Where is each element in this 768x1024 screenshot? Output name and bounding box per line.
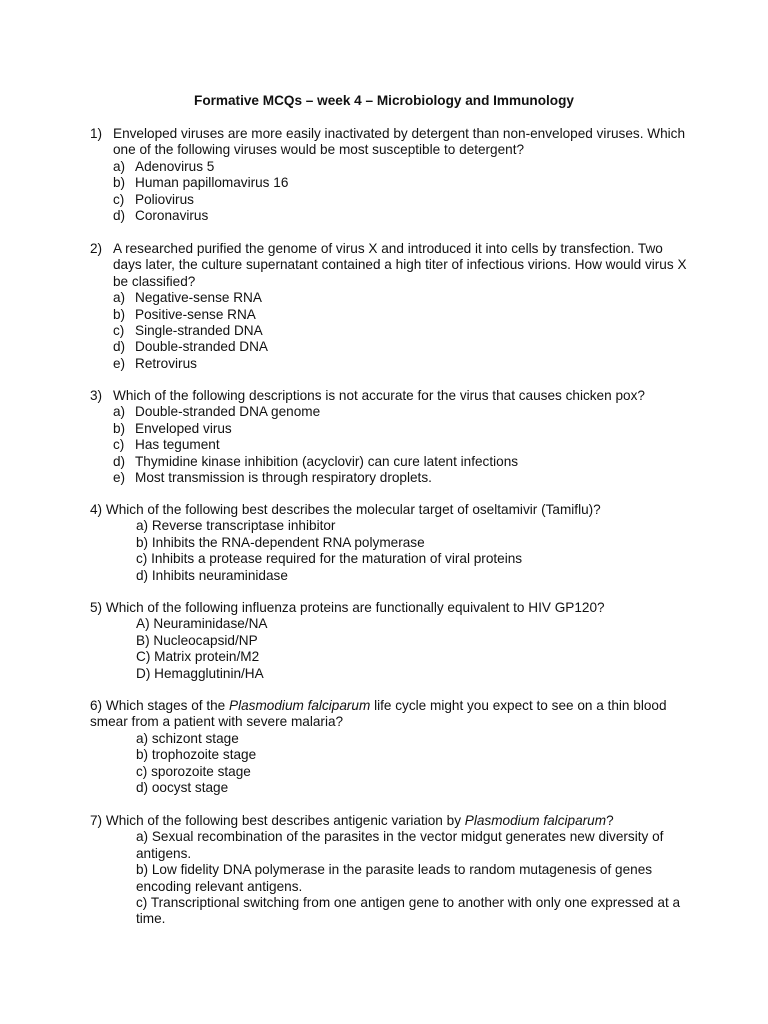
answer-option xyxy=(113,454,690,470)
answer-option xyxy=(113,307,690,323)
answer-option: c) Transcriptional switching from one antigen gene to another with only one expressed at a time. xyxy=(136,895,681,927)
option-text: Thymidine kinase inhibition (acyclovir) can cure latent infections xyxy=(135,453,519,469)
option-letter: a) xyxy=(113,158,126,174)
question-text-end: life cycle might you expect to see on a thin blood smear from a patient with severe malaria? xyxy=(90,698,667,730)
option-letter: b) xyxy=(113,175,126,191)
option-letter: b) xyxy=(113,306,126,322)
option-text: Enveloped virus xyxy=(135,420,232,436)
option-text: Has tegument xyxy=(135,437,220,453)
option-letter: d) xyxy=(113,208,126,224)
question-text xyxy=(90,813,690,829)
option-text: Single-stranded DNA xyxy=(135,323,263,339)
answer-option xyxy=(113,175,690,191)
option-text: Negative-sense RNA xyxy=(135,290,262,306)
answer-option xyxy=(113,290,690,306)
answer-option: a) schizont stage xyxy=(136,730,239,746)
option-letter: d) xyxy=(113,339,126,355)
option-text: Poliovirus xyxy=(135,191,194,207)
option-text: Coronavirus xyxy=(135,208,209,224)
question-7 xyxy=(90,813,690,928)
question-number: 1) xyxy=(90,126,103,141)
option-text: Most transmission is through respiratory droplets. xyxy=(135,470,432,486)
document-title: Formative MCQs – week 4 – Microbiology and Immunology xyxy=(194,93,574,108)
question-4 xyxy=(90,502,690,584)
option-letter: e) xyxy=(113,355,126,371)
question-6 xyxy=(90,698,690,796)
organism-name: Plasmodium falciparum xyxy=(229,698,371,713)
answer-option: a) Sexual recombination of the parasites in the vector midgut generates new diversity of antigens. xyxy=(136,829,664,861)
option-text: Positive-sense RNA xyxy=(135,306,256,322)
answer-option xyxy=(113,208,690,224)
answer-option: b) Inhibits the RNA-dependent RNA polymerase xyxy=(136,534,425,550)
option-letter: c) xyxy=(113,323,125,339)
question-text: A researched purified the genome of virus X and introduced it into cells by transfection. Two days later, the culture supernatant contained a high titer of infectious virions. How would virus X be classified? xyxy=(113,241,687,289)
answer-option xyxy=(113,323,690,339)
answer-option: d) Inhibits neuraminidase xyxy=(136,567,288,583)
option-text: Double-stranded DNA genome xyxy=(135,404,321,420)
answer-option xyxy=(113,339,690,355)
question-2 xyxy=(90,241,690,372)
organism-name: Plasmodium falciparum xyxy=(464,813,607,828)
question-text: 5) Which of the following influenza proteins are functionally equivalent to HIV GP120? xyxy=(90,600,605,615)
answer-option: a) Reverse transcriptase inhibitor xyxy=(136,518,336,534)
answer-option: b) trophozoite stage xyxy=(136,747,257,763)
option-text: Adenovirus 5 xyxy=(135,158,215,174)
answer-option xyxy=(113,192,690,208)
question-5 xyxy=(90,600,690,682)
option-text: Double-stranded DNA xyxy=(135,339,268,355)
answer-option xyxy=(113,356,690,372)
option-letter: a) xyxy=(113,290,126,306)
answer-option: D) Hemagglutinin/HA xyxy=(136,665,264,681)
answer-option xyxy=(113,470,690,486)
question-1 xyxy=(90,126,690,224)
answer-option: C) Matrix protein/M2 xyxy=(136,649,260,665)
question-text-start: 7) Which of the following best describes antigenic variation by xyxy=(90,813,465,828)
option-letter: b) xyxy=(113,420,126,436)
answer-option: d) oocyst stage xyxy=(136,780,229,796)
answer-option: B) Nucleocapsid/NP xyxy=(136,632,258,648)
answer-option xyxy=(113,437,690,453)
answer-option xyxy=(113,159,690,175)
option-letter: c) xyxy=(113,191,125,207)
question-text: Which of the following descriptions is not accurate for the virus that causes chicken pox? xyxy=(113,388,645,403)
option-letter: d) xyxy=(113,453,126,469)
answer-option: c) sporozoite stage xyxy=(136,763,251,779)
answer-option xyxy=(113,421,690,437)
answer-option: A) Neuraminidase/NA xyxy=(136,616,268,632)
question-text xyxy=(90,698,690,731)
question-text-start: 6) Which stages of the xyxy=(90,698,230,713)
option-letter: a) xyxy=(113,404,126,420)
answer-option: c) Inhibits a protease required for the maturation of viral proteins xyxy=(136,551,523,567)
option-text: Retrovirus xyxy=(135,355,197,371)
answer-option: b) Low fidelity DNA polymerase in the parasite leads to random mutagenesis of genes encoding relevant antigens. xyxy=(136,862,653,894)
question-3 xyxy=(90,388,690,486)
question-number: 2) xyxy=(90,241,103,256)
question-text: Enveloped viruses are more easily inactivated by detergent than non-enveloped viruses. Which one of the following viruses would be most susceptible to detergent? xyxy=(113,126,686,158)
question-number: 3) xyxy=(90,388,103,403)
option-text: Human papillomavirus 16 xyxy=(135,175,289,191)
option-letter: c) xyxy=(113,437,125,453)
answer-option xyxy=(113,404,690,420)
question-text: 4) Which of the following best describes the molecular target of oseltamivir (Tamiflu)? xyxy=(90,502,601,517)
question-text-end: ? xyxy=(606,813,614,828)
option-letter: e) xyxy=(113,470,126,486)
